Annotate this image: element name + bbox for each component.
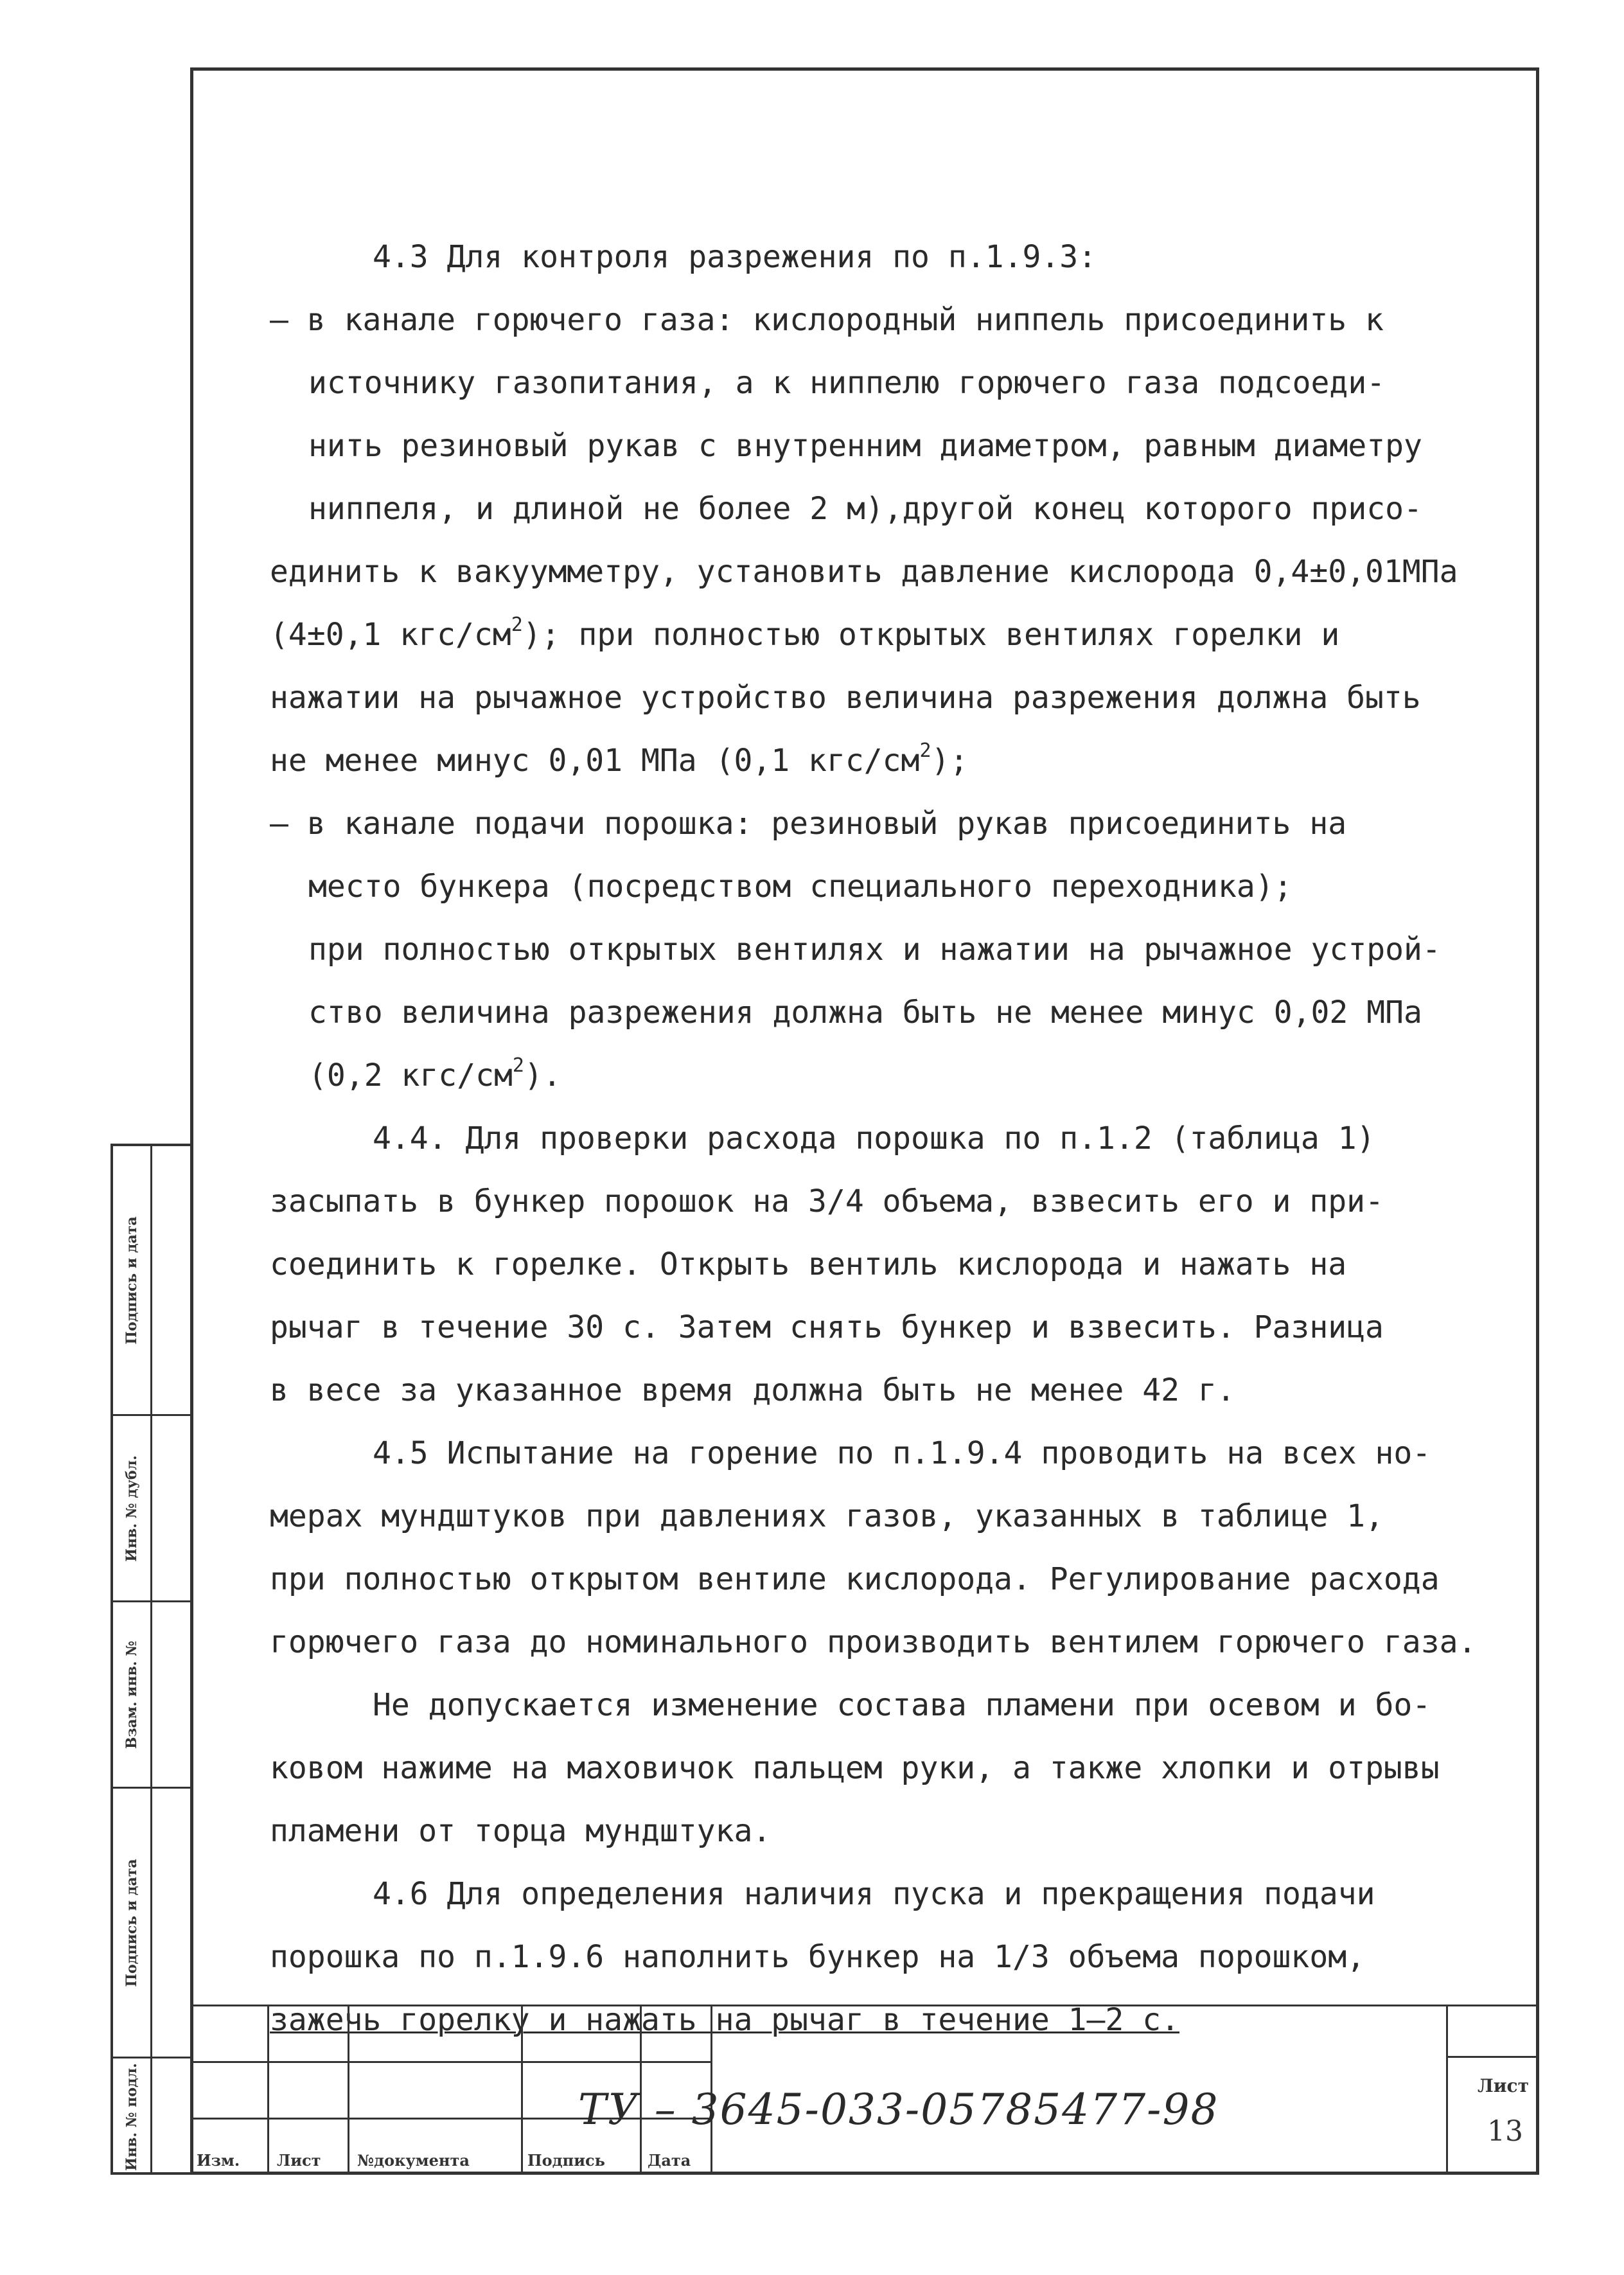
paragraph-line: единить к вакуумметру, установить давление кислорода 0,4±0,01МПа — [270, 554, 1458, 590]
sidebar-label: Инв. № дубл. — [123, 1455, 140, 1562]
paragraph-line: при полностью открытых вентилях и нажатии на рычажное устрой- — [308, 932, 1441, 968]
paragraph-line: не менее минус 0,01 МПа (0,1 кгс/$см^2$); — [270, 739, 969, 779]
paragraph-line: нить резиновый рукав с внутренним диаметром, равным диаметру — [308, 428, 1422, 464]
sidebar-label: Инв. № подл. — [123, 2062, 140, 2171]
paragraph-line: при полностью открытом вентиле кислорода. Регулирование расхода — [270, 1561, 1440, 1597]
sheet-box-rule — [1446, 2005, 1448, 2175]
sidebar-cell-signature-date-1 — [113, 1146, 150, 1416]
sheet-box-rule — [1446, 2056, 1539, 2058]
paragraph-line: (4±0,1 кгс/$см^2$); при полностью открытых вентилях горелки и — [270, 614, 1340, 653]
sidebar-blank — [150, 1146, 190, 1416]
column-label-sheet: Лист — [277, 2151, 321, 2170]
sidebar-blank — [150, 1602, 190, 1789]
sidebar-stamp — [110, 1144, 190, 2175]
sheet-label: Лист — [1478, 2075, 1529, 2096]
paragraph-line: 4.5 Испытание на горение по п.1.9.4 проводить на всех но- — [373, 1435, 1431, 1471]
paragraph-line: засыпать в бункер порошок на 3/4 объема, взвесить его и при- — [270, 1183, 1384, 1219]
column-label-date: Дата — [648, 2151, 691, 2170]
sidebar-cell-dup-inv — [113, 1416, 150, 1602]
sidebar-blank — [150, 1416, 190, 1602]
sidebar-label: Взам. инв. № — [123, 1640, 140, 1749]
paragraph-line: место бункера (посредством специального переходника); — [308, 869, 1293, 905]
grid-rule — [348, 2005, 349, 2175]
title-block-top-rule — [190, 2005, 1539, 2006]
grid-rule — [267, 2005, 269, 2175]
paragraph-line: ковом нажиме на маховичок пальцем руки, а также хлопки и отрывы — [270, 1750, 1440, 1786]
paragraph-line: 4.6 Для определения наличия пуска и прекращения подачи — [373, 1876, 1375, 1912]
paragraph-line: (0,2 кгс/$см^2$). — [308, 1054, 561, 1093]
grid-rule — [521, 2005, 523, 2175]
column-label-signature: Подпись — [527, 2151, 605, 2170]
column-label-change: Изм. — [197, 2151, 240, 2170]
paragraph-line: горючего газа до номинального производить вентилем горючего газа. — [270, 1624, 1477, 1660]
paragraph-line: мерах мундштуков при давлениях газов, указанных в таблице 1, — [270, 1498, 1384, 1534]
sidebar-cell-replace-inv — [113, 1602, 150, 1789]
paragraph-line: порошка по п.1.9.6 наполнить бункер на 1/3 объема порошком, — [270, 1939, 1366, 1975]
paragraph-line: 4.4. Для проверки расхода порошка по п.1.2 (таблица 1) — [373, 1120, 1375, 1156]
paragraph-line: нажатии на рычажное устройство величина разрежения должна быть — [270, 680, 1421, 716]
column-label-document: №документа — [357, 2151, 470, 2170]
paragraph-line: рычаг в течение 30 с. Затем снять бункер и взвесить. Разница — [270, 1309, 1384, 1345]
sidebar-blank — [150, 1789, 190, 2058]
sidebar-label: Подпись и дата — [123, 1858, 140, 1987]
paragraph-line: ство величина разрежения должна быть не менее минус 0,02 МПа — [308, 995, 1422, 1031]
sidebar-blank — [150, 2058, 190, 2175]
paragraph-line: зажечь горелку и нажать на рычаг в течение 1–2 с. — [270, 2002, 1180, 2038]
paragraph-line: в весе за указанное время должна быть не менее 42 г. — [270, 1372, 1235, 1408]
sheet-number: 13 — [1487, 2115, 1523, 2148]
sidebar-label: Подпись и дата — [123, 1216, 140, 1345]
paragraph-line: – в канале горючего газа: кислородный ниппель присоединить к — [270, 302, 1384, 338]
sidebar-cell-signature-date-2 — [113, 1789, 150, 2058]
paragraph-line: 4.3 Для контроля разрежения по п.1.9.3: — [373, 239, 1097, 275]
paragraph-line: Не допускается изменение состава пламени при осевом и бо- — [373, 1687, 1431, 1723]
document-code: ТУ – 3645-033-05785477-98 — [578, 2085, 1219, 2134]
sidebar-cell-orig-inv — [113, 2058, 150, 2175]
paragraph-line: источнику газопитания, а к ниппелю горючего газа подсоеди- — [308, 365, 1386, 401]
paragraph-line: пламени от торца мундштука. — [270, 1813, 772, 1849]
paragraph-line: соединить к горелке. Открыть вентиль кислорода и нажать на — [270, 1246, 1347, 1282]
paragraph-line: – в канале подачи порошка: резиновый рукав присоединить на — [270, 806, 1347, 842]
paragraph-line: ниппеля, и длиной не более 2 м),другой конец которого присо- — [308, 491, 1422, 527]
